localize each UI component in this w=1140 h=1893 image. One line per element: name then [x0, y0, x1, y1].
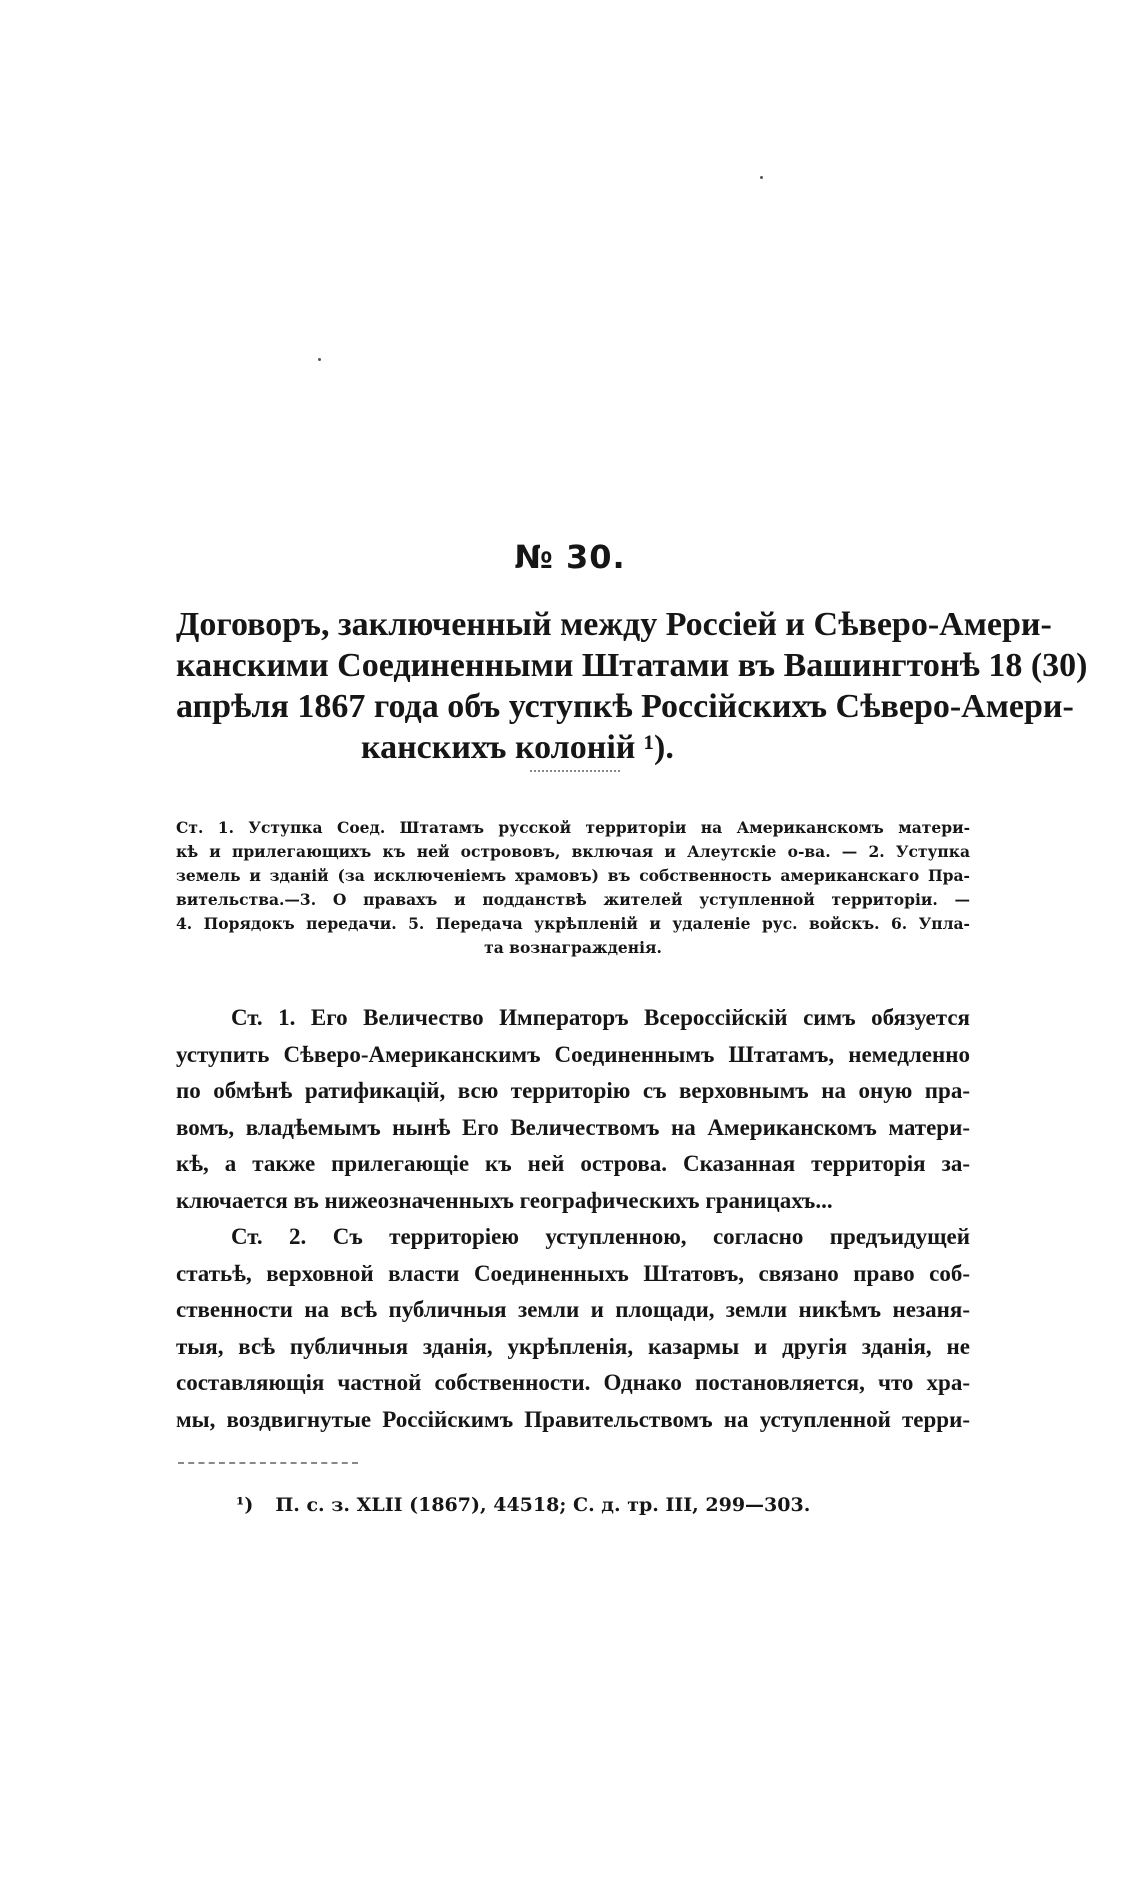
article-1-paragraph: [176, 1000, 970, 1219]
document-number: № 30.: [514, 538, 626, 576]
title-separator: [530, 770, 620, 775]
title-line: апрѣля 1867 года объ уступкѣ Россійскихъ Сѣверо-Амери-: [176, 688, 1074, 725]
paragraph-line: Ст. 1. Его Величество Императоръ Всероссійскій симъ обязуется: [231, 1005, 970, 1030]
scan-speck: [760, 176, 763, 179]
footnote: [236, 1494, 810, 1516]
title-line: канскими Соединенными Штатами въ Вашингтонѣ 18 (30): [176, 647, 1088, 684]
scan-speck: [318, 358, 321, 361]
treaty-body: [176, 1000, 970, 1438]
summary-line: та вознагражденія.: [484, 938, 662, 957]
paragraph-line: уступить Сѣверо-Американскимъ Соединеннымъ Штатамъ, немедленно: [176, 1041, 970, 1067]
summary-line: земель и зданій (за исключеніемъ храмовъ) въ собственность американскаго Пра-: [176, 866, 970, 885]
title-line: Договоръ, заключенный между Россіей и Сѣверо-Амери-: [176, 606, 1052, 643]
paragraph-line: вомъ, владѣемымъ нынѣ Его Величествомъ на Американскомъ матери-: [176, 1114, 970, 1140]
footnote-mark: ¹): [236, 1494, 254, 1516]
title-line: канскихъ колоній ¹).: [361, 729, 674, 766]
paragraph-line: кѣ, а также прилегающіе къ ней острова. Сказанная территорія за-: [176, 1151, 970, 1176]
summary-line: кѣ и прилегающихъ къ ней острововъ, включая и Алеутскіе о-ва. — 2. Уступка: [176, 842, 970, 861]
articles-summary: [176, 816, 970, 960]
paragraph-line: по обмѣнѣ ратификацій, всю территорію съ верховнымъ на оную пра-: [176, 1078, 970, 1103]
paragraph-line: Ст. 2. Съ территоріею уступленною, согласно предъидущей: [231, 1224, 970, 1249]
summary-line: Ст. 1. Уступка Соед. Штатамъ русской территоріи на Американскомъ матери-: [176, 818, 970, 837]
paragraph-line: тыя, всѣ публичныя зданія, укрѣпленія, казармы и другія зданія, не: [176, 1333, 970, 1359]
summary-line: 4. Порядокъ передачи. 5. Передача укрѣпленій и удаленіе рус. войскъ. 6. Упла-: [176, 914, 970, 933]
footnote-divider: [178, 1462, 358, 1464]
article-2-paragraph: [176, 1219, 970, 1438]
paragraph-line: мы, воздвигнутые Россійскимъ Правительствомъ на уступленной терри-: [176, 1406, 970, 1432]
paragraph-line: статьѣ, верховной власти Соединенныхъ Штатовъ, связано право соб-: [176, 1260, 970, 1286]
footnote-text: П. с. з. XLII (1867), 44518; С. д. тр. III, 299—303.: [275, 1494, 811, 1516]
paragraph-line: составляющія частной собственности. Однако постановляется, что хра-: [176, 1370, 970, 1395]
paragraph-line: ственности на всѣ публичныя земли и площади, земли никѣмъ незаня-: [176, 1297, 970, 1322]
summary-line: вительства.—3. О правахъ и подданствѣ жителей уступленной территоріи. —: [176, 890, 970, 909]
document-title: [176, 604, 1088, 768]
paragraph-line: ключается въ нижеозначенныхъ географическихъ границахъ...: [176, 1187, 833, 1213]
